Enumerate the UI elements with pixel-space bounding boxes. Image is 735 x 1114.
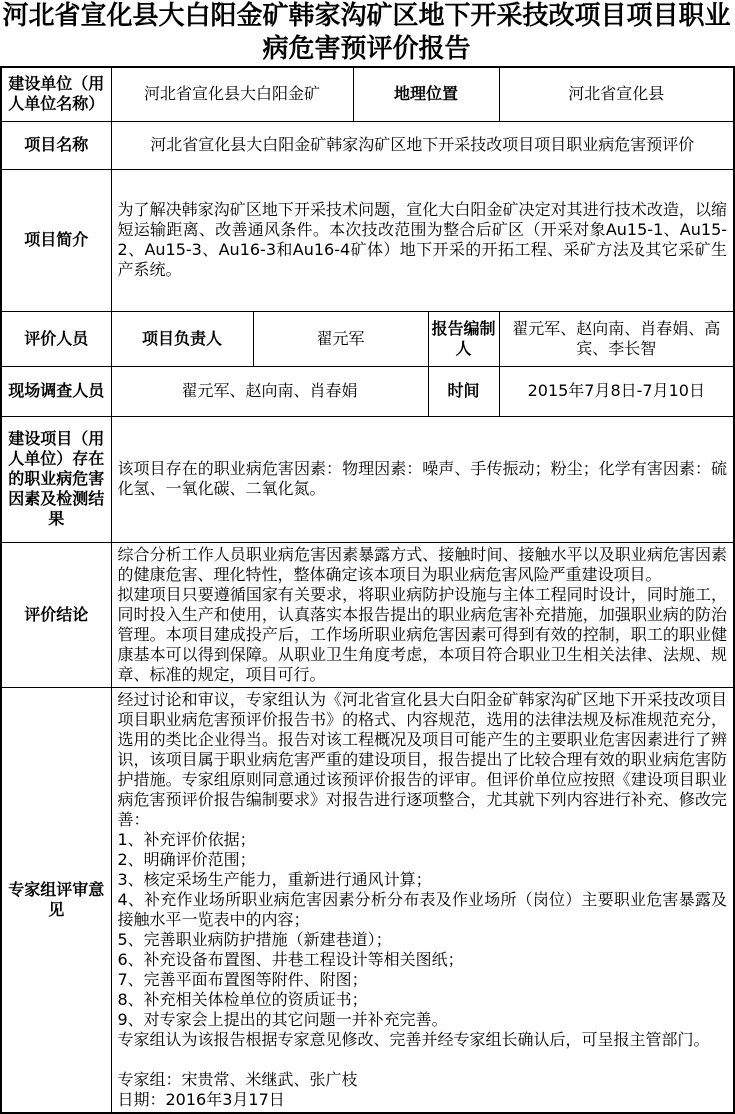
site-survey-label: 现场调查人员 bbox=[1, 366, 111, 416]
conclusion-paragraph: 综合分析工作人员职业病危害因素暴露方式、接触时间、接触水平以及职业病危害因素的健康危害、理化特性，整体确定该本项目为职业病危害风险严重建设项目。 bbox=[117, 544, 728, 584]
site-survey-value: 翟元军、赵向南、肖春娟 bbox=[111, 366, 428, 416]
project-leader-value: 翟元军 bbox=[253, 311, 428, 366]
evaluation-conclusion-label: 评价结论 bbox=[1, 542, 111, 687]
blank-line bbox=[118, 1050, 728, 1070]
hazard-factors-value: 该项目存在的职业病危害因素：物理因素：噪声、手传振动；粉尘；化学有害因素：硫化氢、一氧化碳、二氧化氮。 bbox=[111, 416, 734, 542]
project-name-label: 项目名称 bbox=[1, 121, 111, 169]
expert-review-item: 4、补充作业场所职业病危害因素分析分布表及作业场所（岗位）主要职业危害暴露及接触水平一览表中的内容； bbox=[117, 889, 728, 929]
construction-unit-label: 建设单位（用人单位名称） bbox=[1, 67, 111, 121]
row-expert-review bbox=[1, 687, 734, 1113]
report-authors-label: 报告编制人 bbox=[428, 311, 499, 366]
row-hazard-factors bbox=[1, 416, 734, 542]
expert-review-item: 5、完善职业病防护措施（新建巷道）； bbox=[117, 929, 392, 949]
project-name-value: 河北省宣化县大白阳金矿韩家沟矿区地下开采技改项目项目职业病危害预评价 bbox=[111, 121, 734, 169]
expert-review-item: 6、补充设备布置图、井巷工程设计等相关图纸； bbox=[117, 949, 464, 969]
page-title: 河北省宣化县大白阳金矿韩家沟矿区地下开采技改项目项目职业病危害预评价报告 bbox=[2, 1, 731, 64]
geographic-location-label: 地理位置 bbox=[353, 67, 499, 121]
expert-review-value bbox=[111, 687, 734, 1113]
expert-group-members: 专家组：宋贵常、米继武、张广枝 bbox=[117, 1069, 358, 1089]
report-table bbox=[0, 66, 735, 1114]
survey-time-label: 时间 bbox=[428, 366, 499, 416]
row-construction-unit bbox=[1, 67, 734, 121]
evaluators-label: 评价人员 bbox=[1, 311, 111, 366]
conclusion-paragraph: 拟建项目只要遵循国家有关要求，将职业病防护设施与主体工程同时设计，同时施工，同时投入生产和使用，认真落实本报告提出的职业病危害补充措施，加强职业病的防治管理。本项目建成投产后，工作场所职业病危害因素可得到有效的控制，职工的职业健康基本可以得到保障。从职业卫生角度考虑，本项目符合职业卫生相关法律、法规、规章、标准的规定，项目可行。 bbox=[117, 584, 728, 684]
expert-review-item: 9、对专家会上提出的其它问题一并补充完善。 bbox=[117, 1009, 448, 1029]
row-project-name bbox=[1, 121, 734, 169]
row-evaluators bbox=[1, 311, 734, 366]
expert-review-item: 1、补充评价依据； bbox=[117, 829, 256, 849]
project-leader-label: 项目负责人 bbox=[111, 311, 253, 366]
expert-review-intro: 经过讨论和审议，专家组认为《河北省宣化县大白阳金矿韩家沟矿区地下开采技改项目项目职业病危害预评价报告书》的格式、内容规范，选用的法律法规及标准规范充分，选用的类比企业得当。报告对该工程概况及项目可能产生的主要职业危害因素进行了辨识，该项目属于职业病危害严重的建设项目，报告提出了比较合理有效的职业病危害防护措施。专家组原则同意通过该预评价报告的评审。但评价单位应按照《建设项目职业病危害预评价报告编制要求》对报告进行逐项整合，尤其就下列内容进行补充、修改完善： bbox=[117, 689, 728, 829]
review-date: 日期：2016年3月17日 bbox=[117, 1089, 285, 1109]
evaluation-conclusion-value bbox=[111, 542, 734, 687]
hazard-factors-label: 建设项目（用人单位）存在的职业病危害因素及检测结果 bbox=[1, 416, 111, 542]
construction-unit-value: 河北省宣化县大白阳金矿 bbox=[111, 67, 353, 121]
row-project-summary bbox=[1, 169, 734, 311]
expert-review-item: 8、补充相关体检单位的资质证书； bbox=[117, 989, 368, 1009]
expert-review-item: 3、核定采场生产能力，重新进行通风计算； bbox=[117, 869, 432, 889]
report-authors-value: 翟元军、赵向南、肖春娟、高宾、李长智 bbox=[499, 311, 734, 366]
expert-review-closing: 专家组认为该报告根据专家意见修改、完善并经专家组长确认后，可呈报主管部门。 bbox=[117, 1029, 710, 1049]
row-evaluation-conclusion bbox=[1, 542, 734, 687]
expert-review-label: 专家组评审意见 bbox=[1, 687, 111, 1113]
expert-review-item: 7、完善平面布置图等附件、附图； bbox=[117, 969, 368, 989]
geographic-location-value: 河北省宣化县 bbox=[499, 67, 734, 121]
project-summary-value: 为了解决韩家沟矿区地下开采技术问题，宣化大白阳金矿决定对其进行技术改造，以缩短运输距离、改善通风条件。本次技改范围为整合后矿区（开采对象Au15-1、Au15-2、Au15-3、Au16-3和Au16-4矿体）地下开采的开拓工程、采矿方法及其它采矿生产系统。 bbox=[111, 169, 734, 311]
expert-review-item: 2、明确评价范围； bbox=[117, 849, 256, 869]
survey-time-value: 2015年7月8日-7月10日 bbox=[499, 366, 734, 416]
row-site-survey bbox=[1, 366, 734, 416]
project-summary-label: 项目简介 bbox=[1, 169, 111, 311]
